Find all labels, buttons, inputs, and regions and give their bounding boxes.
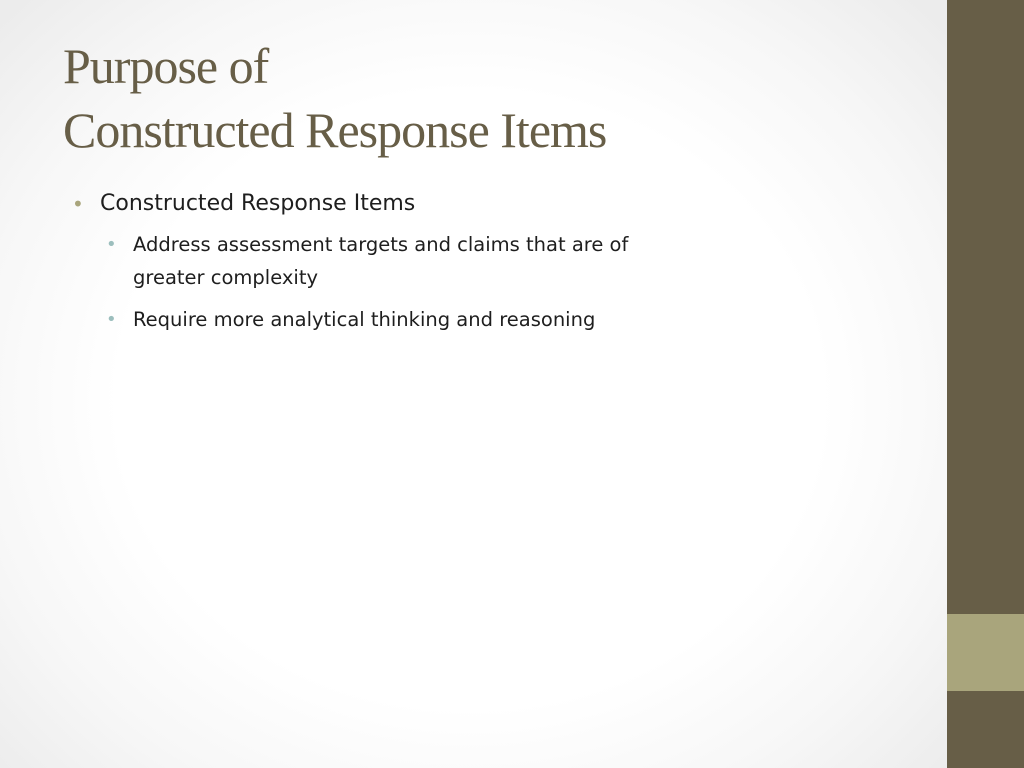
title-line-2: Constructed Response Items bbox=[63, 102, 607, 158]
slide-title bbox=[63, 34, 923, 162]
bullet-icon: • bbox=[72, 192, 84, 216]
slide-body bbox=[72, 186, 892, 345]
bullet-item bbox=[72, 186, 892, 222]
bullet-text: Constructed Response Items bbox=[100, 191, 416, 216]
sub-bullet-text: Require more analytical thinking and reasoning bbox=[133, 308, 596, 331]
sub-bullet-item bbox=[106, 303, 833, 336]
sub-bullet-list bbox=[72, 228, 892, 336]
sub-bullet-item bbox=[106, 228, 693, 294]
sidebar-accent-block bbox=[947, 614, 1024, 691]
title-line-1: Purpose of bbox=[63, 38, 269, 94]
sub-bullet-icon: • bbox=[106, 309, 117, 330]
sub-bullet-icon: • bbox=[106, 234, 117, 255]
sub-bullet-text: Address assessment targets and claims that are of greater complexity bbox=[133, 233, 629, 289]
